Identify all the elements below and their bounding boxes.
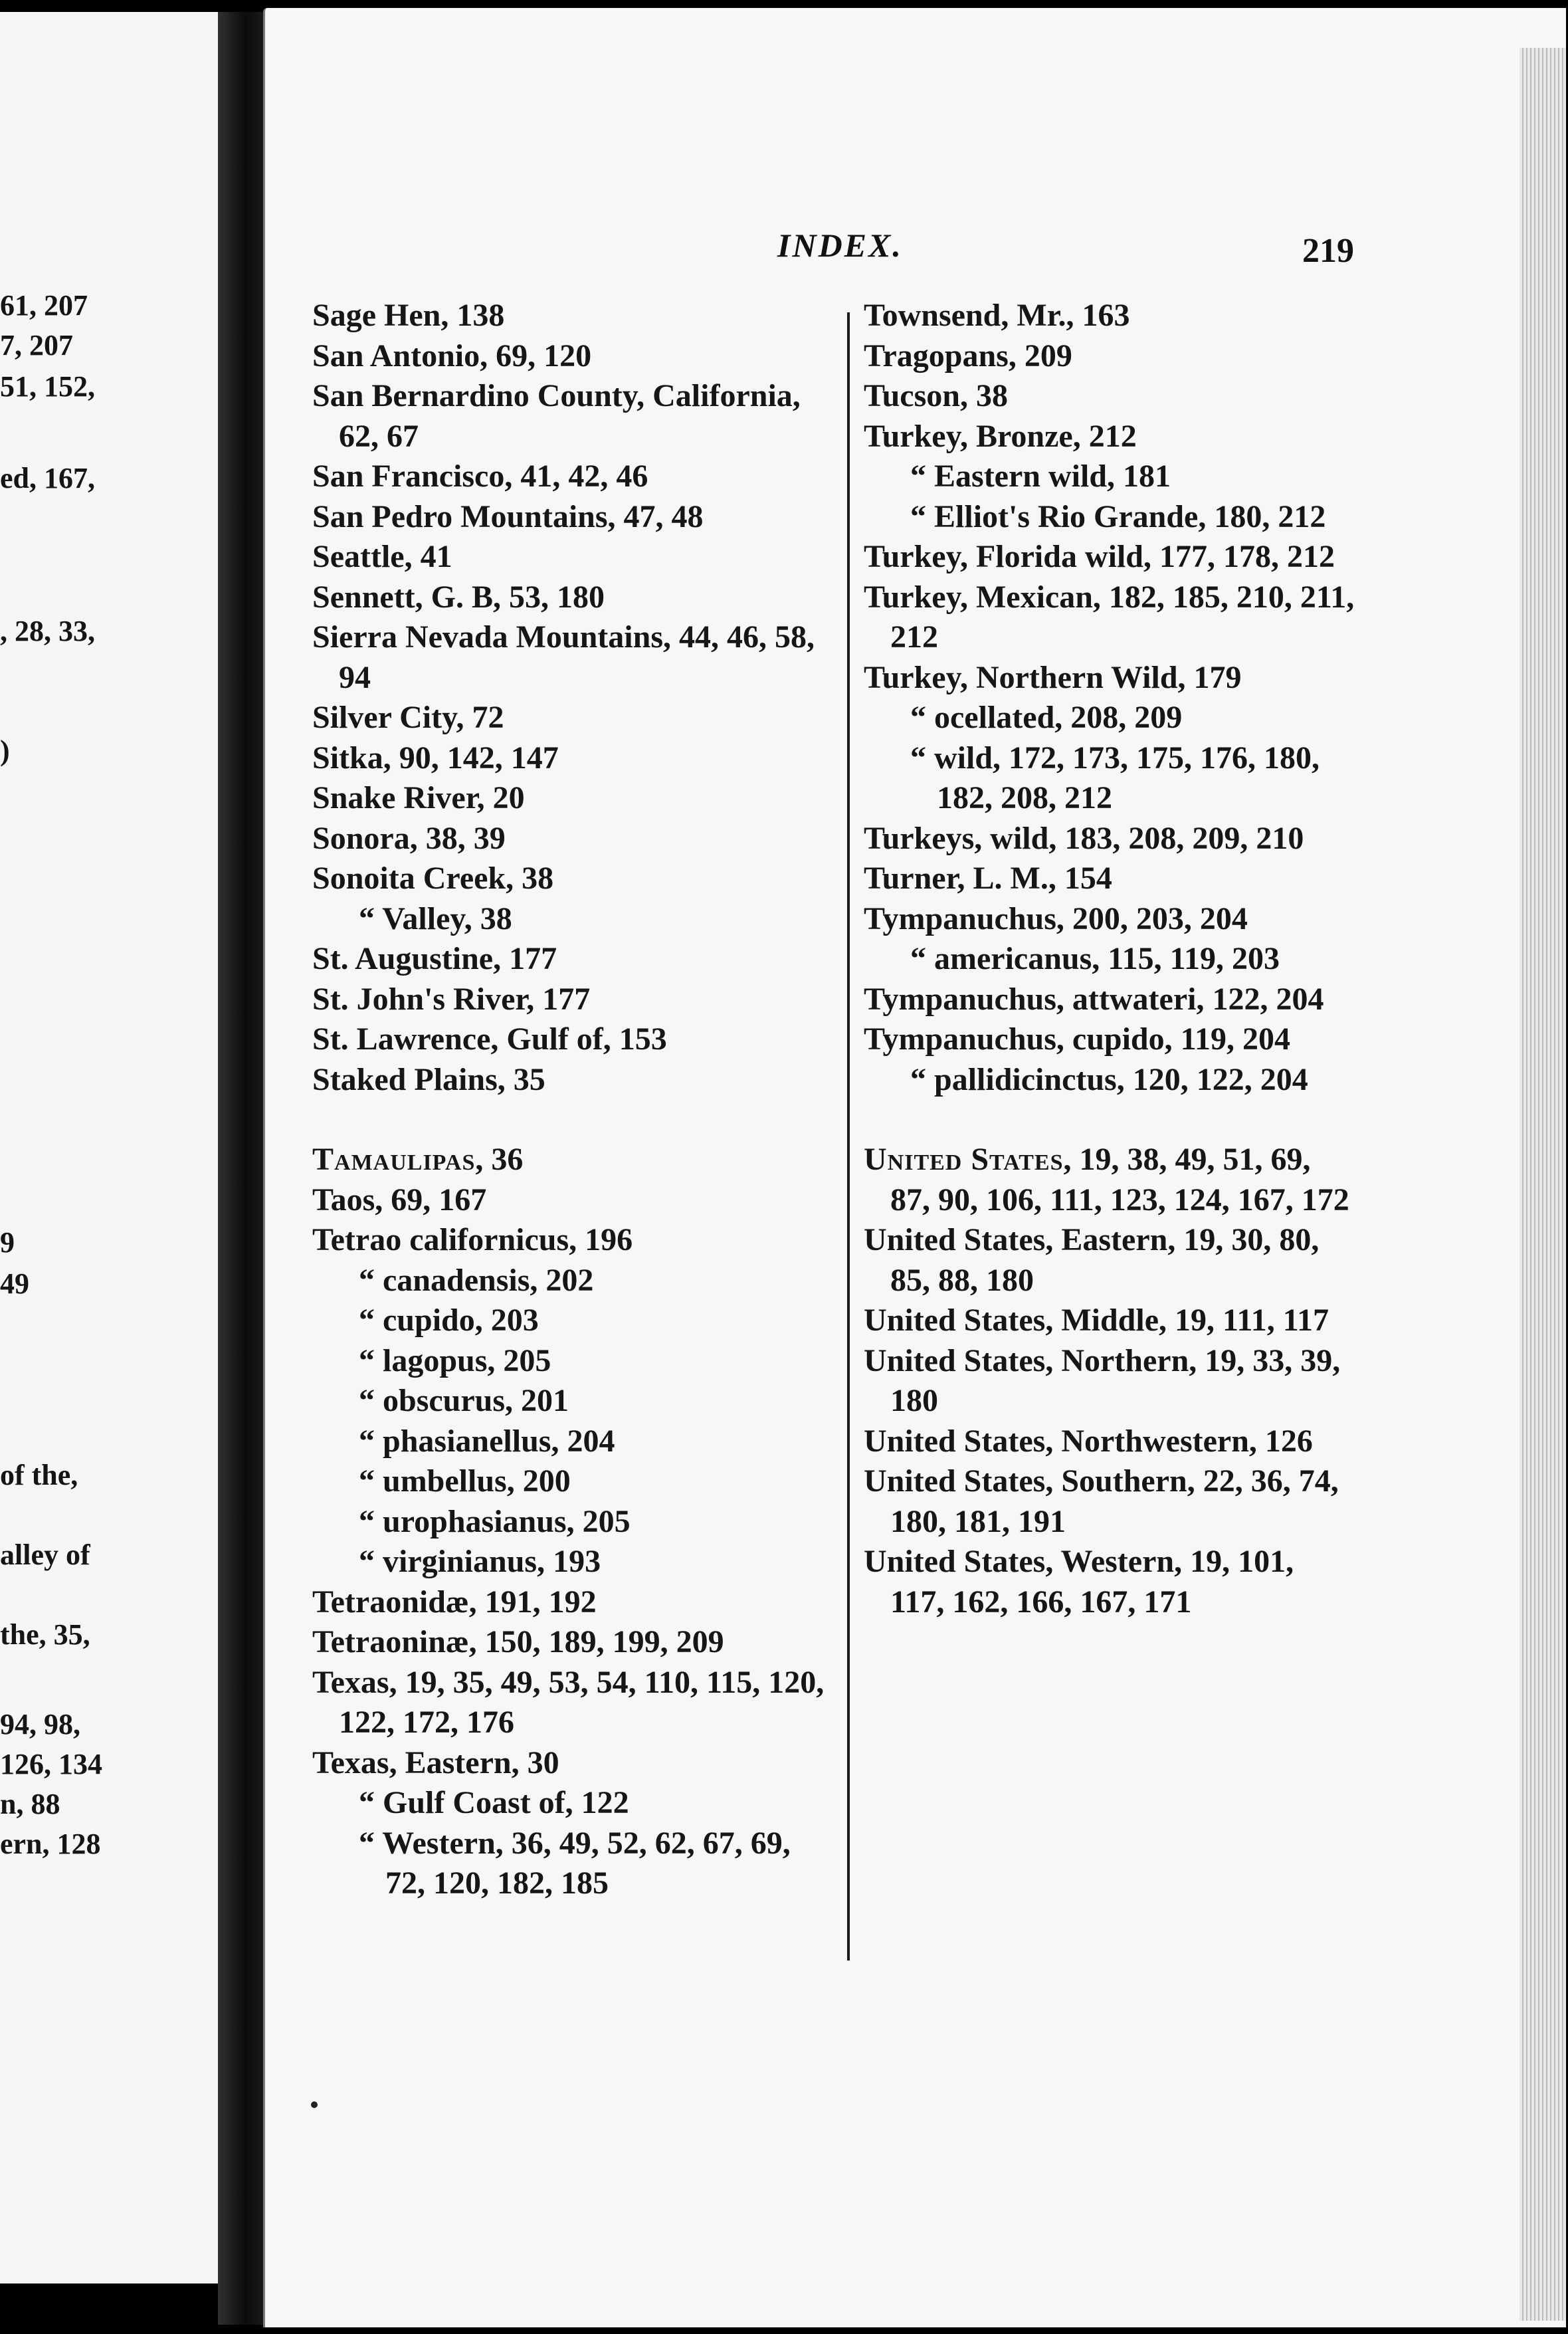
page-number: 219	[1302, 232, 1354, 270]
index-subentry: “ urophasianus, 205	[359, 1503, 631, 1539]
index-column-right	[864, 296, 1355, 1622]
index-entry: St. Lawrence, Gulf of, 153	[312, 1021, 667, 1057]
index-entry: Turner, L. M., 154	[864, 861, 1112, 896]
index-entry: Snake River, 20	[312, 780, 525, 815]
index-entry	[312, 1140, 831, 1180]
facing-page-text-fragment: 9	[0, 1226, 15, 1259]
running-head: INDEX.	[777, 227, 903, 264]
facing-page-text-fragment: ern, 128	[0, 1828, 101, 1860]
facing-page-text-fragment: the, 35,	[0, 1618, 90, 1651]
index-subentry: “ Gulf Coast of, 122	[359, 1785, 629, 1820]
index-entry: Texas, Eastern, 30	[312, 1745, 559, 1780]
index-entry: Tucson, 38	[864, 378, 1008, 413]
index-entry: United States, Middle, 19, 111, 117	[864, 1303, 1329, 1338]
index-subentry: “ umbellus, 200	[359, 1463, 571, 1499]
index-entry: Turkey, Florida wild, 177, 178, 212	[864, 539, 1335, 574]
index-entry	[864, 1140, 1355, 1220]
facing-page-text-fragment: 51, 152,	[0, 370, 95, 403]
facing-page-text-fragment: )	[0, 734, 10, 767]
index-entry: Silver City, 72	[312, 700, 504, 735]
index-entry: Sitka, 90, 142, 147	[312, 740, 559, 776]
entry-text: , 19, 38, 49, 51, 69, 87, 90, 106, 111, 123, 124, 167, 172	[890, 1142, 1349, 1218]
index-entry: Texas, 19, 35, 49, 53, 54, 110, 115, 120, 122, 172, 176	[312, 1664, 825, 1740]
index-entry: Tragopans, 209	[864, 338, 1072, 373]
index-subentry: “ phasianellus, 204	[359, 1423, 615, 1459]
index-entry: Seattle, 41	[312, 539, 452, 574]
facing-page-text-fragment: n, 88	[0, 1788, 60, 1820]
index-entry: United States, Northern, 19, 33, 39, 180	[864, 1342, 1341, 1418]
entry-text: , 36	[475, 1142, 524, 1177]
index-subentry: “ canadensis, 202	[359, 1262, 594, 1298]
index-entry: Sage Hen, 138	[312, 298, 505, 333]
column-divider	[847, 312, 850, 1961]
index-entry: United States, Eastern, 19, 30, 80, 85, 88, 180	[864, 1222, 1320, 1298]
facing-page-text-fragment: alley of	[0, 1538, 90, 1571]
index-entry: United States, Western, 19, 101, 117, 162, 166, 167, 171	[864, 1544, 1294, 1620]
facing-page-fragment	[0, 12, 219, 2283]
index-entry: Turkey, Mexican, 182, 185, 210, 211, 212	[864, 579, 1355, 655]
book-gutter	[218, 12, 264, 2325]
ink-speck	[311, 2101, 318, 2108]
facing-page-text-fragment: 49	[0, 1267, 29, 1300]
index-subentry: “ obscurus, 201	[359, 1383, 569, 1418]
index-entry: San Bernardino County, California, 62, 67	[312, 378, 801, 454]
facing-page-text-fragment: of the,	[0, 1459, 78, 1491]
index-entry: Turkey, Northern Wild, 179	[864, 659, 1242, 695]
index-subentry: “ Valley, 38	[359, 901, 512, 936]
index-entry: Sennett, G. B, 53, 180	[312, 579, 605, 615]
index-subentry: “ lagopus, 205	[359, 1342, 551, 1378]
index-entry: Tympanuchus, attwateri, 122, 204	[864, 981, 1324, 1017]
index-entry: Townsend, Mr., 163	[864, 298, 1130, 333]
index-subentry: “ Eastern wild, 181	[910, 459, 1171, 494]
index-entry: Tetraonidæ, 191, 192	[312, 1584, 597, 1620]
index-entry: Taos, 69, 167	[312, 1182, 487, 1218]
index-subentry: “ americanus, 115, 119, 203	[910, 941, 1280, 976]
index-entry: Tetraoninæ, 150, 189, 199, 209	[312, 1624, 724, 1659]
index-subentry: “ Western, 36, 49, 52, 62, 67, 69, 72, 120, 182, 185	[359, 1825, 791, 1901]
page-edges	[1519, 48, 1566, 2321]
index-entry: San Pedro Mountains, 47, 48	[312, 498, 704, 534]
index-subentry: “ Elliot's Rio Grande, 180, 212	[910, 498, 1326, 534]
index-subentry: “ ocellated, 208, 209	[910, 700, 1183, 735]
index-entry: St. John's River, 177	[312, 981, 591, 1017]
index-column-left	[312, 296, 831, 1904]
section-gap	[312, 1100, 831, 1140]
facing-page-text-fragment: 61, 207	[0, 289, 88, 322]
index-entry: St. Augustine, 177	[312, 941, 557, 976]
index-entry: Turkeys, wild, 183, 208, 209, 210	[864, 820, 1304, 856]
index-entry: San Antonio, 69, 120	[312, 338, 592, 373]
section-lead-word: United States	[864, 1142, 1064, 1177]
facing-page-text-fragment: 94, 98,	[0, 1708, 80, 1741]
index-entry: Sonoita Creek, 38	[312, 861, 554, 896]
section-gap	[864, 1100, 1355, 1140]
index-entry: San Francisco, 41, 42, 46	[312, 459, 648, 494]
facing-page-text-fragment: 126, 134	[0, 1748, 102, 1780]
index-entry: Tympanuchus, 200, 203, 204	[864, 901, 1248, 936]
index-entry: Staked Plains, 35	[312, 1061, 545, 1097]
index-entry: United States, Northwestern, 126	[864, 1423, 1313, 1459]
facing-page-text-fragment: 7, 207	[0, 329, 73, 362]
index-subentry: “ wild, 172, 173, 175, 176, 180, 182, 208, 212	[910, 740, 1320, 815]
index-entry: Tympanuchus, cupido, 119, 204	[864, 1021, 1290, 1057]
index-subentry: “ virginianus, 193	[359, 1544, 601, 1579]
index-entry: Sonora, 38, 39	[312, 820, 506, 856]
index-entry: Turkey, Bronze, 212	[864, 418, 1137, 454]
index-subentry: “ cupido, 203	[359, 1303, 539, 1338]
section-lead-word: Tamaulipas	[312, 1142, 476, 1177]
index-entry: Tetrao californicus, 196	[312, 1222, 633, 1257]
index-entry: Sierra Nevada Mountains, 44, 46, 58, 94	[312, 619, 815, 695]
index-entry: United States, Southern, 22, 36, 74, 180, 181, 191	[864, 1463, 1339, 1539]
index-subentry: “ pallidicinctus, 120, 122, 204	[910, 1061, 1308, 1097]
facing-page-text-fragment: , 28, 33,	[0, 615, 95, 647]
facing-page-text-fragment: ed, 167,	[0, 462, 95, 494]
